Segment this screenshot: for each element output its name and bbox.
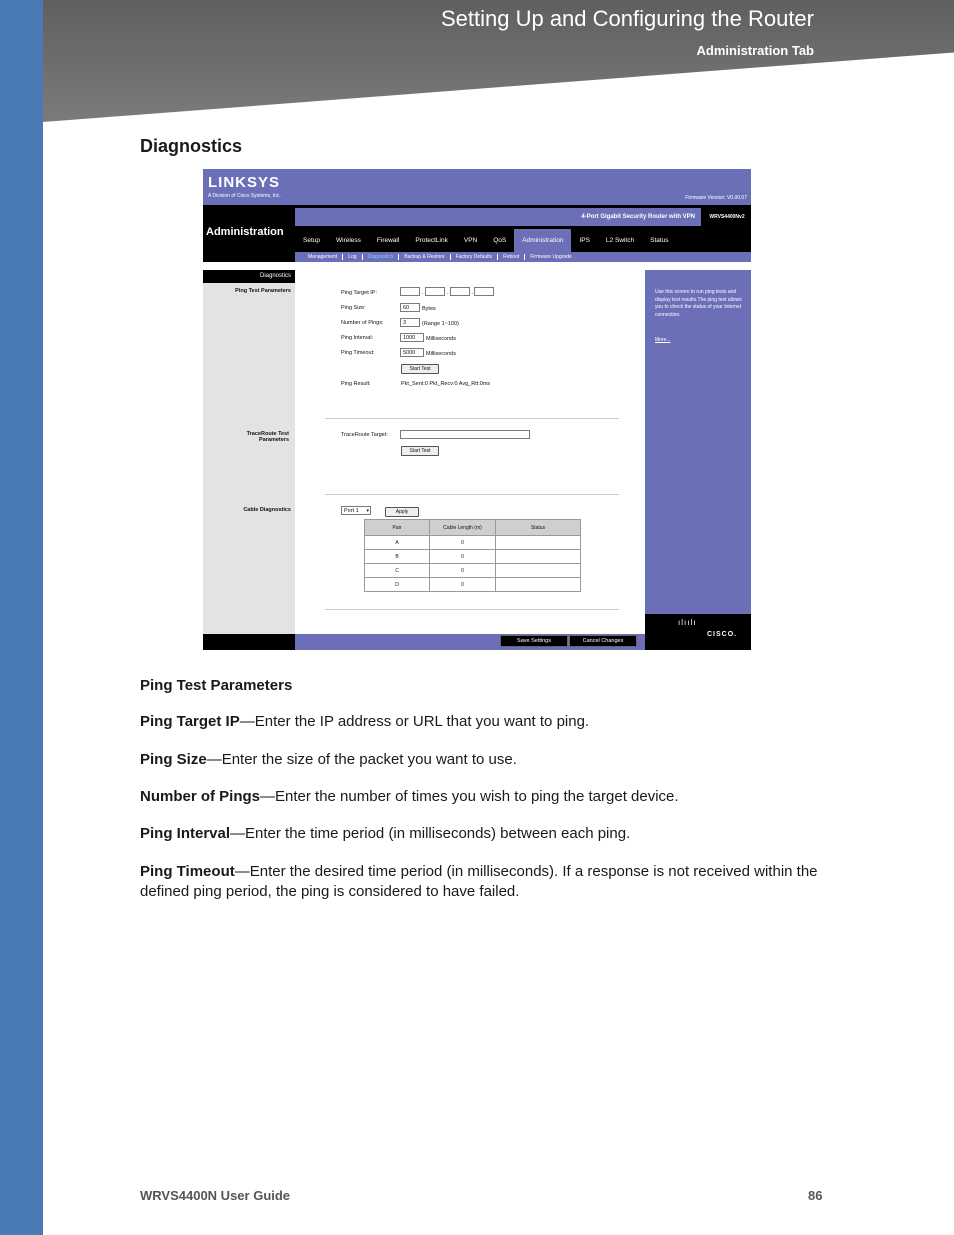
cable-diagnostics-table — [364, 519, 581, 592]
save-settings-button[interactable]: Save Settings — [500, 635, 568, 647]
tab-qos[interactable]: QoS — [493, 237, 507, 244]
traceroute-target-input[interactable] — [400, 430, 530, 439]
linksys-logo: LINKSYS — [208, 174, 281, 191]
doc-item-ping-interval — [140, 824, 820, 844]
doc-desc: —Enter the size of the packet you want to use. — [206, 751, 517, 768]
ping-target-label: Ping Target IP: — [341, 290, 377, 296]
label-cable-diagnostics: Cable Diagnostics — [243, 507, 291, 513]
subtab-management[interactable]: Management — [303, 254, 343, 260]
doc-term: Ping Size — [140, 751, 207, 768]
number-of-pings-input[interactable]: 3 — [400, 318, 420, 327]
doc-term: Ping Target IP — [140, 713, 240, 730]
left-accent-bar — [0, 0, 43, 1235]
label-traceroute-test: TraceRoute Test Parameters — [246, 431, 289, 443]
linksys-division: A Division of Cisco Systems, Inc. — [208, 193, 281, 199]
page-header-subtitle: Administration Tab — [696, 43, 814, 58]
number-of-pings-label: Number of Pings: — [341, 320, 384, 326]
ping-timeout-input[interactable]: 5000 — [400, 348, 424, 357]
ping-timeout-label: Ping Timeout: — [341, 350, 375, 356]
tab-status[interactable]: Status — [650, 237, 669, 244]
ping-ip-octet-1[interactable] — [400, 287, 420, 296]
tab-setup[interactable]: Setup — [303, 237, 320, 244]
footer-guide-name: WRVS4400N User Guide — [140, 1188, 291, 1203]
page-header-title: Setting Up and Configuring the Router — [440, 6, 814, 31]
ping-start-test-button[interactable]: Start Test — [401, 364, 439, 374]
ping-interval-input[interactable]: 1000 — [400, 333, 424, 342]
table-header-row — [365, 520, 581, 536]
doc-item-ping-target-ip — [140, 712, 820, 732]
ping-size-label: Ping Size: — [341, 305, 366, 311]
router-screenshot — [203, 169, 751, 650]
tab-vpn[interactable]: VPN — [463, 237, 478, 244]
cisco-logo: CISCO. — [707, 631, 738, 638]
traceroute-target-label: TraceRoute Target: — [341, 432, 388, 438]
tab-administration[interactable]: Administration — [514, 229, 571, 252]
table-row — [365, 578, 581, 592]
cell-length: 0 — [430, 536, 496, 550]
col-status: Status — [496, 520, 581, 536]
doc-desc: —Enter the desired time period (in milliseconds). If a response is not received within the defined ping period, the ping is considered to have failed. — [140, 863, 818, 900]
tab-wireless[interactable]: Wireless — [336, 237, 361, 244]
cell-length: 0 — [430, 550, 496, 564]
cell-status — [496, 536, 581, 550]
divider-1 — [325, 418, 619, 419]
doc-subheading: Ping Test Parameters — [140, 677, 293, 694]
port-select[interactable] — [341, 506, 371, 515]
model-tag: WRVS4400Nv2 — [703, 208, 751, 226]
cell-status — [496, 550, 581, 564]
cell-pair: C — [365, 564, 430, 578]
router-subtabs — [295, 252, 751, 262]
subtab-factory-defaults[interactable]: Factory Defaults — [451, 254, 498, 260]
ping-ip-octet-4[interactable] — [474, 287, 494, 296]
section-title: Diagnostics — [140, 136, 243, 156]
table-row — [365, 564, 581, 578]
doc-item-ping-size — [140, 750, 820, 770]
cisco-bars-icon: ılıılı — [678, 618, 697, 627]
ping-interval-label: Ping Interval: — [341, 335, 374, 341]
cable-apply-button[interactable]: Apply — [385, 507, 419, 517]
router-tabs — [295, 229, 751, 252]
doc-term: Number of Pings — [140, 788, 261, 805]
left-column-heading: Diagnostics — [203, 270, 295, 283]
help-text: Use this screen to run ping tests and display test results.The ping test allows you to check the status of your Internet connection. — [655, 289, 742, 318]
col-cable-length: Cable Length (m) — [430, 520, 496, 536]
tab-ips[interactable]: IPS — [579, 237, 590, 244]
tab-firewall[interactable]: Firewall — [376, 237, 400, 244]
router-section-name: Administration — [206, 226, 284, 238]
subtab-firmware-upgrade[interactable]: Firmware Upgrade — [530, 254, 572, 260]
divider-3 — [325, 609, 619, 610]
cell-pair: B — [365, 550, 430, 564]
ping-result-label: Ping Result: — [341, 381, 371, 387]
doc-term: Ping Timeout — [140, 863, 235, 880]
model-description: 4-Port Gigabit Security Router with VPN — [295, 208, 701, 226]
traceroute-start-test-button[interactable]: Start Test — [401, 446, 439, 456]
cell-length: 0 — [430, 578, 496, 592]
table-row — [365, 550, 581, 564]
cell-status — [496, 578, 581, 592]
ping-ip-octet-2[interactable] — [425, 287, 445, 296]
footer-page-number: 86 — [808, 1188, 823, 1203]
table-row — [365, 536, 581, 550]
subtab-backup-restore[interactable]: Backup & Restore — [399, 254, 450, 260]
ping-size-input[interactable]: 60 — [400, 303, 420, 312]
cell-pair: A — [365, 536, 430, 550]
router-help-column — [645, 270, 751, 634]
subtab-log[interactable]: Log — [343, 254, 362, 260]
tab-protectlink[interactable]: ProtectLink — [415, 237, 448, 244]
ping-size-unit: Bytes — [422, 306, 436, 312]
chevron-down-icon: ▾ — [366, 508, 369, 514]
doc-item-ping-timeout — [140, 862, 820, 902]
ping-timeout-unit: Milliseconds — [426, 351, 456, 357]
doc-item-number-of-pings — [140, 787, 820, 807]
doc-desc: —Enter the time period (in milliseconds) between each ping. — [230, 825, 631, 842]
ip-dot-3: . — [472, 290, 474, 296]
cell-status — [496, 564, 581, 578]
ping-ip-octet-3[interactable] — [450, 287, 470, 296]
doc-term: Ping Interval — [140, 825, 231, 842]
router-bottom-left — [203, 634, 295, 650]
ping-count-range: (Range 1~100) — [422, 321, 459, 327]
ping-result-value: Pkt_Sent:0 Pkt_Recv:0 Avg_Rtt:0ms — [401, 381, 491, 387]
ip-dot-1: . — [422, 290, 424, 296]
subtab-reboot[interactable]: Reboot — [498, 254, 525, 260]
doc-desc: —Enter the number of times you wish to ping the target device. — [260, 788, 679, 805]
subtab-diagnostics[interactable]: Diagnostics — [363, 254, 400, 260]
router-top-banner — [203, 169, 751, 205]
port-select-value: Port 1 — [344, 508, 359, 514]
cell-pair: D — [365, 578, 430, 592]
help-more-link[interactable]: More... — [655, 337, 671, 343]
label-ping-test: Ping Test Parameters — [235, 288, 291, 294]
ip-dot-2: . — [447, 290, 449, 296]
col-pair: Pair — [365, 520, 430, 536]
router-left-column — [203, 270, 295, 634]
cell-length: 0 — [430, 564, 496, 578]
ping-interval-unit: Milliseconds — [426, 336, 456, 342]
cancel-changes-button[interactable]: Cancel Changes — [569, 635, 637, 647]
tab-l2-switch[interactable]: L2 Switch — [605, 237, 635, 244]
doc-desc: —Enter the IP address or URL that you want to ping. — [239, 713, 590, 730]
firmware-version: Firmware Version: V0.00.07 — [685, 195, 747, 201]
divider-2 — [325, 494, 619, 495]
